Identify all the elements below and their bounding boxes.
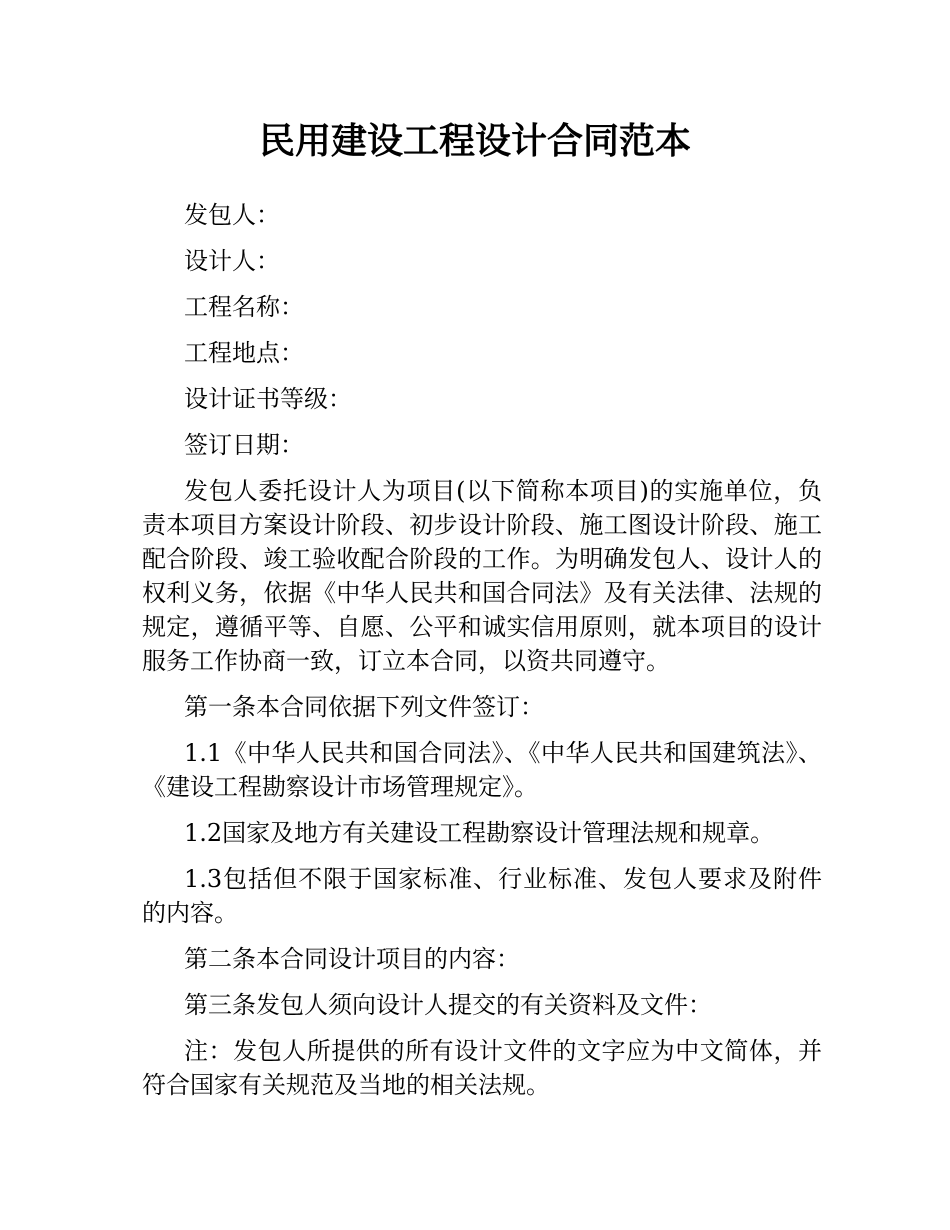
field-certificate-grade: 设计证书等级： <box>184 385 352 413</box>
article-1-item-2: 1.2国家及地方有关建设工程勘察设计管理法规和规章。 <box>184 819 775 847</box>
document-title: 民用建设工程设计合同范本 <box>258 121 691 162</box>
field-designer: 设计人： <box>184 247 280 275</box>
field-project-location: 工程地点： <box>184 339 304 367</box>
field-signing-date: 签订日期： <box>184 431 304 459</box>
article-1-item-3: 1.3包括但不限于国家标准、行业标准、发包人要求及附件的内容。 <box>142 865 822 927</box>
article-1-heading: 第一条本合同依据下列文件签订： <box>184 693 544 721</box>
field-project-name: 工程名称： <box>184 293 304 321</box>
article-1-item-1: 1.1《中华人民共和国合同法》、《中华人民共和国建筑法》、《建设工程勘察设计市场管理规定》。 <box>142 739 822 801</box>
intro-paragraph: 发包人委托设计人为项目(以下简称本项目)的实施单位，负责本项目方案设计阶段、初步设计阶段、施工图设计阶段、施工配合阶段、竣工验收配合阶段的工作。为明确发包人、设计人的权利义务，依据《中华人民共和国合同法》及有关法律、法规的规定，遵循平等、自愿、公平和诚实信用原则，就本项目的设计服务工作协商一致，订立本合同，以资共同遵守。 <box>142 477 822 675</box>
article-3-heading: 第三条发包人须向设计人提交的有关资料及文件： <box>184 991 712 1019</box>
article-2-heading: 第二条本合同设计项目的内容： <box>184 945 520 973</box>
document-body <box>142 198 822 1114</box>
field-client: 发包人： <box>184 201 280 229</box>
article-3-note: 注：发包人所提供的所有设计文件的文字应为中文简体，并符合国家有关规范及当地的相关法规。 <box>142 1037 822 1099</box>
